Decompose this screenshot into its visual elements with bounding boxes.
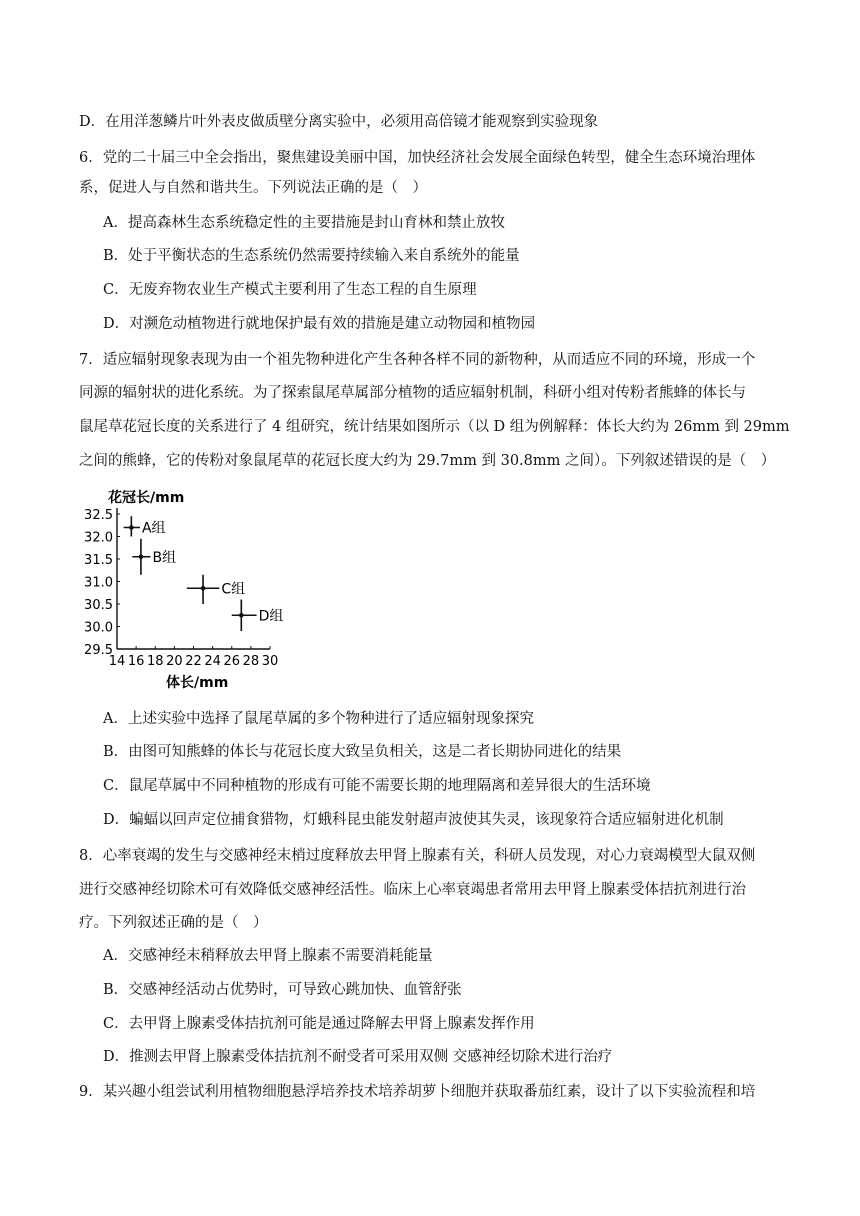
q6-option-d: D．对濒危动植物进行就地保护最有效的措施是建立动物园和植物园	[103, 316, 536, 332]
q7-option-d: D．蝙蝠以回声定位捕食猎物，灯蛾科昆虫能发射超声波使其失灵，该现象符合适应辐射进化机制	[103, 812, 724, 828]
point-label: D组	[258, 608, 284, 625]
q6-stem-line1: 6．党的二十届三中全会指出，聚焦建设美丽中国，加快经济社会发展全面绿色转型，健全生态环境治理体	[79, 150, 756, 166]
q8-stem-line3: 疗。下列叙述正确的是（ ）	[79, 915, 268, 931]
q7-stem-line3: 鼠尾草花冠长度的关系进行了 4 组研究，统计结果如图所示（以 D 组为例解释：体长大约为 26mm 到 29mm	[79, 419, 790, 435]
q8-option-d: D．推测去甲肾上腺素受体拮抗剂不耐受者可采用双侧 交感神经切除术进行治疗	[103, 1049, 613, 1065]
q7-option-c: C．鼠尾草属中不同种植物的形成有可能不需要长期的地理隔离和差异很大的生活环境	[103, 778, 651, 794]
data-point	[201, 586, 206, 591]
y-tick-label: 32.5	[84, 508, 113, 523]
x-tick-label: 28	[242, 654, 260, 669]
q6-option-c: C．无废弃物农业生产模式主要利用了生态工程的自生原理	[103, 282, 477, 298]
q7-chart	[80, 487, 310, 693]
point-label: B组	[152, 549, 177, 566]
x-tick-label: 18	[146, 654, 164, 669]
y-tick-label: 31.5	[84, 553, 113, 568]
scatter-chart-svg	[80, 487, 310, 693]
q6-option-b: B．处于平衡状态的生态系统仍然需要持续输入来自系统外的能量	[103, 248, 520, 264]
q7-option-a: A．上述实验中选择了鼠尾草属的多个物种进行了适应辐射现象探究	[103, 711, 534, 727]
y-tick-label: 29.5	[84, 643, 113, 658]
x-tick-label: 20	[166, 654, 183, 669]
data-point	[239, 613, 244, 618]
y-tick-label: 32.0	[84, 530, 113, 546]
x-axis-label: 体长/mm	[166, 675, 229, 691]
q6-option-a: A．提高森林生态系统稳定性的主要措施是封山育林和禁止放牧	[103, 215, 505, 231]
q9-stem-line1: 9．某兴趣小组尝试利用植物细胞悬浮培养技术培养胡萝卜细胞并获取番茄红素，设计了以下实验流程和培	[79, 1084, 756, 1100]
q8-option-b: B．交感神经活动占优势时，可导致心跳加快、血管舒张	[103, 982, 462, 998]
point-label: C组	[221, 581, 246, 598]
y-tick-label: 31.0	[84, 575, 113, 591]
q7-stem-line2: 同源的辐射状的进化系统。为了探索鼠尾草属部分植物的适应辐射机制，科研小组对传粉者熊蜂的体长与	[79, 385, 746, 401]
x-tick-label: 24	[204, 654, 221, 669]
y-tick-label: 30.5	[84, 598, 113, 613]
q5-option-d: D．在用洋葱鳞片叶外表皮做质壁分离实验中，必须用高倍镜才能观察到实验现象	[79, 114, 599, 130]
x-tick-label: 22	[185, 654, 202, 669]
data-point	[139, 554, 144, 559]
q8-option-a: A．交感神经末稍释放去甲肾上腺素不需要消耗能量	[103, 948, 433, 964]
q8-stem-line1: 8．心率衰竭的发生与交感神经末梢过度释放去甲肾上腺素有关，科研人员发现，对心力衰竭模型大鼠双侧	[79, 848, 756, 864]
q6-stem-line2: 系，促进人与自然和谐共生。下列说法正确的是（ ）	[79, 180, 427, 196]
point-label: A组	[141, 520, 166, 537]
q8-stem-line2: 进行交感神经切除术可有效降低交感神经活性。临床上心率衰竭患者常用去甲肾上腺素受体拮抗剂进行治	[79, 882, 746, 898]
x-tick-label: 30	[261, 654, 279, 669]
q7-option-b: B．由图可知熊蜂的体长与花冠长度大致呈负相关，这是二者长期协同进化的结果	[103, 744, 622, 760]
x-tick-label: 26	[223, 654, 241, 669]
q7-stem-line4: 之间的熊蜂，它的传粉对象鼠尾草的花冠长度大约为 29.7mm 到 30.8mm 之间）。下列叙述错误的是（ ）	[79, 453, 776, 469]
data-point	[129, 525, 134, 530]
x-tick-label: 14	[108, 654, 126, 669]
y-tick-label: 30.0	[84, 620, 113, 636]
y-axis-label: 花冠长/mm	[108, 490, 185, 506]
x-tick-label: 16	[127, 654, 145, 669]
q8-option-c: C．去甲肾上腺素受体拮抗剂可能是通过降解去甲肾上腺素发挥作用	[103, 1016, 535, 1032]
q7-stem-line1: 7．适应辐射现象表现为由一个祖先物种进化产生各种各样不同的新物种，从而适应不同的环境，形成一个	[79, 352, 756, 368]
